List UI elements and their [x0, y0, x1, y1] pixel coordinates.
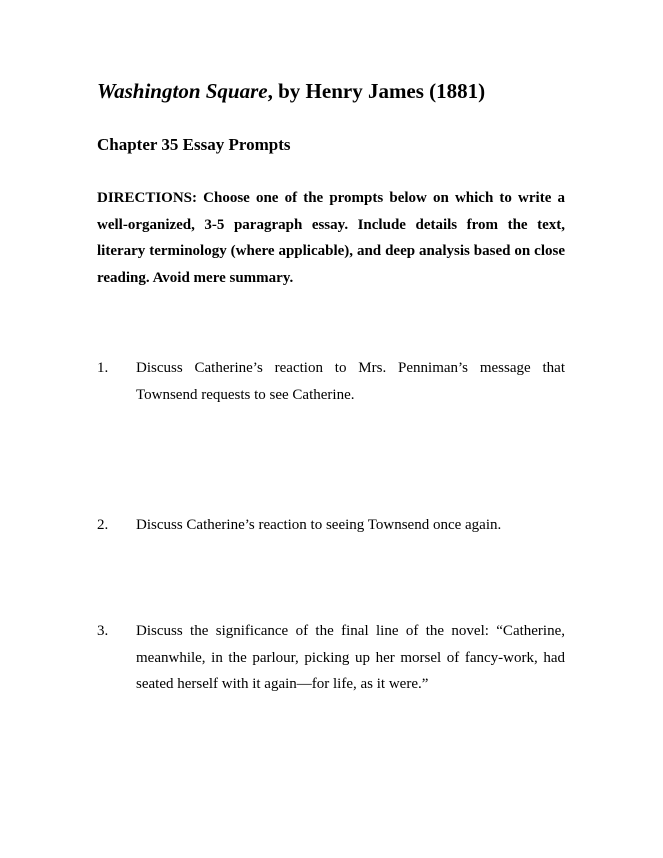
- title-author-year: , by Henry James (1881): [267, 79, 486, 103]
- directions-paragraph: DIRECTIONS: Choose one of the prompts below on which to write a well-organized, 3-5 paragraph essay. Include details from the text, literary terminology (where applicable), and deep analysis based on close reading. Avoid mere summary.: [97, 190, 565, 286]
- prompt-text: Discuss the significance of the final line of the novel: “Catherine, meanwhile, in the parlour, picking up her morsel of fancy-work, had seated herself with it again—for life, as it were.”: [136, 623, 565, 692]
- prompt-number: 2.: [97, 517, 109, 533]
- title-book-name: Washington Square: [97, 79, 268, 103]
- prompt-item-1: [97, 355, 565, 408]
- prompt-text: Discuss Catherine’s reaction to seeing Townsend once again.: [136, 517, 502, 533]
- prompt-text: Discuss Catherine’s reaction to Mrs. Penniman’s message that Townsend requests to see Catherine.: [136, 360, 565, 403]
- prompt-item-2: [97, 512, 565, 539]
- chapter-heading: Chapter 35 Essay Prompts: [97, 135, 291, 154]
- prompt-number: 3.: [97, 623, 109, 639]
- document-title: [97, 78, 485, 104]
- prompt-number: 1.: [97, 360, 109, 376]
- prompt-item-3: [97, 618, 565, 698]
